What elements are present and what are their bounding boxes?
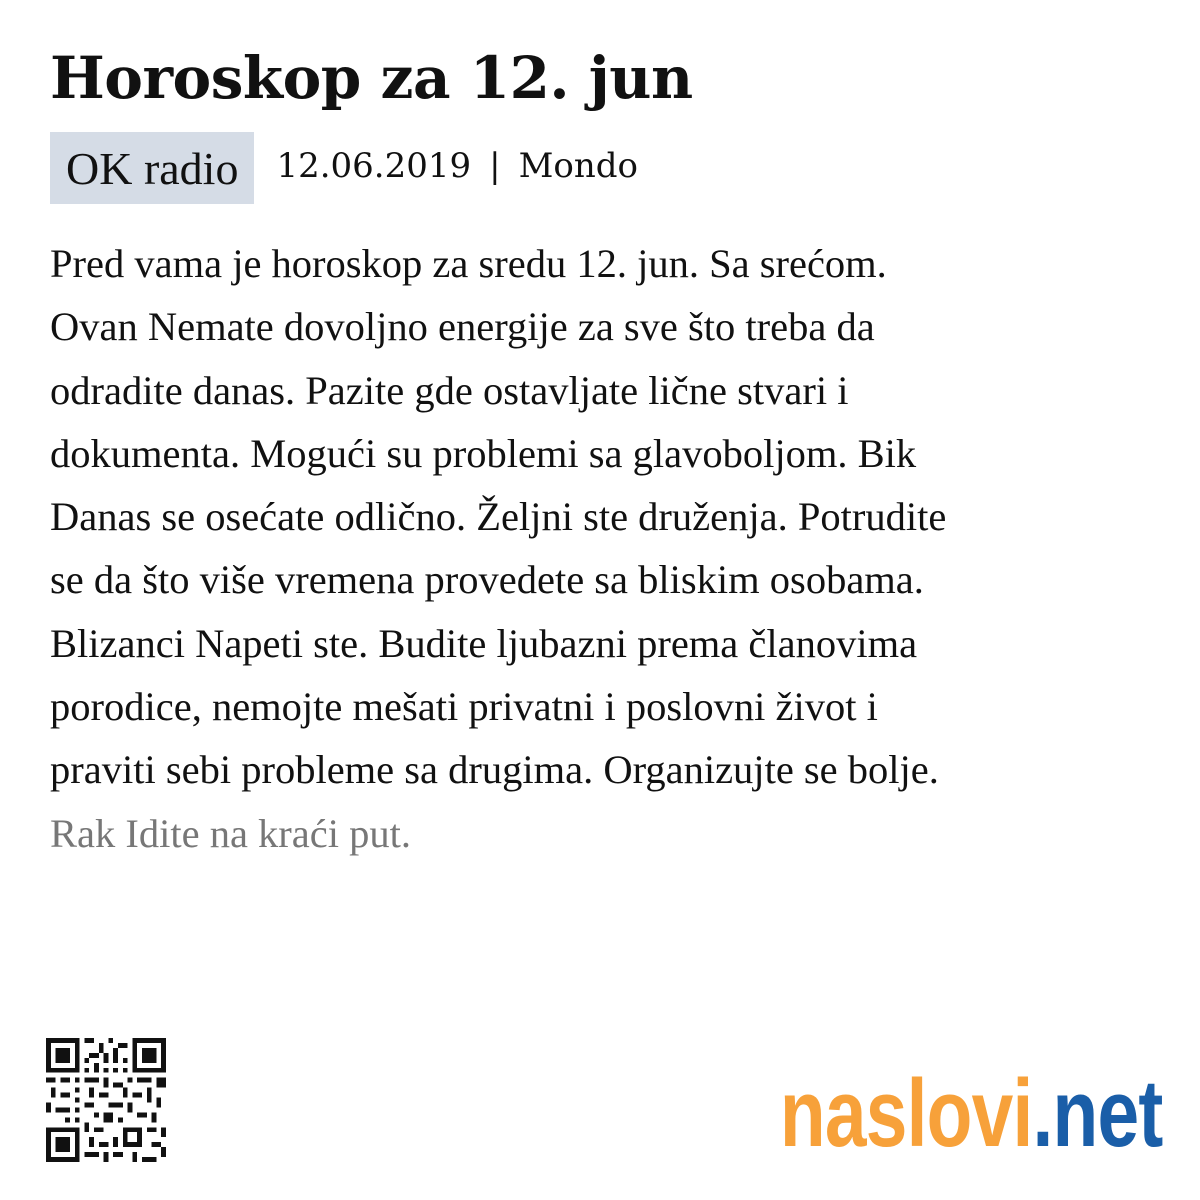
naslovi-logo[interactable] <box>779 1060 1162 1167</box>
meta-separator: | <box>489 146 501 186</box>
article-meta <box>50 132 638 204</box>
logo-text-naslovi: naslovi <box>779 1060 1032 1167</box>
qr-code-icon[interactable] <box>46 1038 166 1162</box>
body-line: porodice, nemojte mešati privatni i poslovni život i <box>50 684 878 730</box>
body-line: se da što više vremena provedete sa bliskim osobama. <box>50 557 924 603</box>
article-category[interactable]: Mondo <box>518 146 639 186</box>
body-line: Blizanci Napeti ste. Budite ljubazni prema članovima <box>50 620 918 666</box>
article-title: Horoskop za 12. jun <box>50 44 693 112</box>
body-line: praviti sebi probleme sa drugima. Organizujte se bolje. <box>50 747 939 793</box>
logo-text-net: .net <box>1031 1060 1162 1167</box>
body-line-faded: Rak Idite na kraći put. <box>50 810 411 856</box>
body-line: Ovan Nemate dovoljno energije za sve što treba da <box>50 304 875 350</box>
body-line: odradite danas. Pazite gde ostavljate lične stvari i <box>50 367 849 413</box>
meta-info <box>276 144 638 188</box>
body-line: Danas se osećate odlično. Željni ste druženja. Potrudite <box>50 494 947 540</box>
body-line: Pred vama je horoskop za sredu 12. jun. Sa srećom. <box>50 241 887 286</box>
article-body <box>50 232 1160 865</box>
source-badge[interactable]: OK radio <box>50 132 254 204</box>
body-line: dokumenta. Mogući su problemi sa glavoboljom. Bik <box>50 430 917 476</box>
article-date: 12.06.2019 <box>276 146 472 186</box>
